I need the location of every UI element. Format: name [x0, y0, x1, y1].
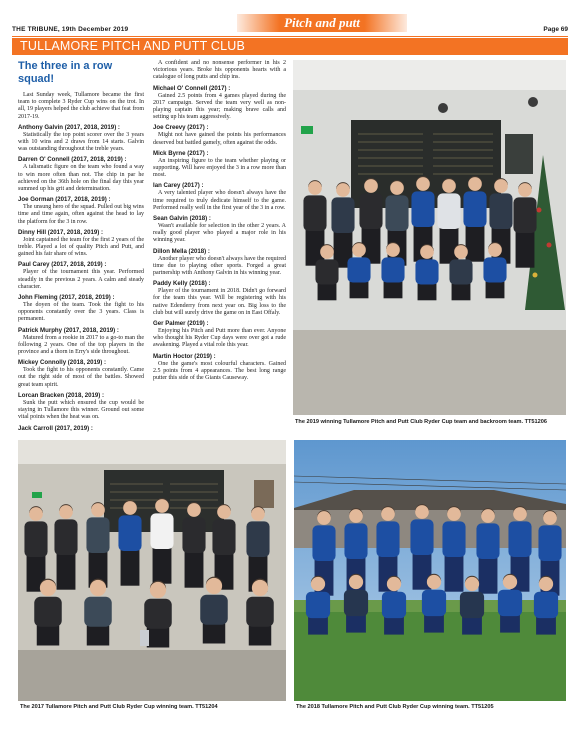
photo-2017-caption: The 2017 Tullamore Pitch and Putt Club Ryder Cup winning team. TT51204 — [20, 704, 218, 710]
player-name: Paul Carey (2017, 2018, 2019) : — [18, 261, 107, 269]
player-entry — [153, 280, 286, 317]
player-name: Paddy Kelly (2018) : — [153, 280, 211, 288]
photo-2018-team — [294, 440, 566, 701]
article-column-2 — [153, 60, 286, 385]
article-column-1 — [18, 60, 144, 436]
player-name: Sean Galvin (2018) : — [153, 215, 211, 223]
player-summary: A confident and no nonsense performer in his 2 victorious years. Broke his opponents hearts with a catalogue of long putts and chip ins. — [153, 60, 286, 81]
player-summary: A talismatic figure on the team who found a way to win more often than not. The chip in par he achieved on the 36th hole on the final day this year summed up his grit and determination. — [18, 164, 144, 193]
player-name: Patrick Murphy (2017, 2018, 2019) : — [18, 326, 119, 334]
player-entry — [18, 359, 144, 389]
player-entry — [153, 60, 286, 82]
player-name: Lorcan Bracken (2018, 2019) : — [18, 391, 105, 399]
player-summary: Might not have gained the points his performances deserved but battled gamely, often against the odds. — [153, 132, 286, 146]
player-name: Michael O' Connell (2017) : — [153, 84, 231, 92]
player-entry — [18, 327, 144, 357]
player-entry — [153, 124, 286, 146]
header-rule — [12, 36, 568, 37]
player-summary: Wasn't available for selection in the other 2 years. A really good player who played a major role in his winning year. — [153, 223, 286, 244]
player-name: Darren O' Connell (2017, 2018, 2019) : — [18, 156, 127, 164]
section-tab: Pitch and putt — [237, 14, 407, 32]
player-name: Joe Gorman (2017, 2018, 2019) : — [18, 196, 111, 204]
player-entry — [18, 392, 144, 422]
photo-2019-caption: The 2019 winning Tullamore Pitch and Putt Club Ryder Cup team and backroom team. TT51206 — [295, 419, 547, 425]
player-name: Martin Hoctor (2019) : — [153, 352, 216, 360]
player-name: Dillon Mella (2018) : — [153, 247, 210, 255]
player-name: John Fleming (2017, 2018, 2019) : — [18, 294, 115, 302]
photo-2018-caption: The 2018 Tullamore Pitch and Putt Club Ryder Cup winning team. TT51205 — [296, 704, 494, 710]
player-summary: The unsung hero of the squad. Pulled out big wins time and time again, often against the head to lay the platform for the 3 in row. — [18, 204, 144, 225]
player-entry — [18, 294, 144, 324]
player-list-2 — [153, 60, 286, 382]
player-summary: An inspiring figure to the team whether playing or supporting. Will have enjoyed the 3 in a row more than most. — [153, 157, 286, 179]
player-summary: Player of the tournament this year. Performed steadily in the previous 2 years. A calm and steady character. — [18, 269, 144, 290]
player-entry — [153, 85, 286, 122]
photo-2019-team — [293, 60, 566, 415]
player-entry — [153, 215, 286, 245]
player-summary: Enjoying his Pitch and Putt more than ever. Anyone who thought his Ryder Cup days were over got a rude awakening. Played a vital role this year. — [153, 328, 286, 349]
article-headline: The three in a row squad! — [18, 60, 113, 85]
player-entry — [18, 156, 144, 193]
player-entry — [153, 182, 286, 212]
player-summary: A very talented player who doesn't always have the time required to truly dedicate himself to the game. Performed really well in the first year of the 3 in a row. — [153, 190, 286, 211]
player-summary: The doyen of the team. Took the fight to his opponents constantly over the 3 years. Class is permanent. — [18, 302, 144, 323]
player-summary: Matured from a rookie in 2017 to a go-to man the following 2 years. One of the top players in the province and a thorn in Erry's side throughout. — [18, 334, 144, 356]
player-entry — [18, 229, 144, 259]
club-banner: TULLAMORE PITCH AND PUTT CLUB — [12, 38, 568, 55]
player-name: Joe Creevy (2017) : — [153, 124, 209, 132]
player-name: Ger Palmer (2019) : — [153, 320, 209, 328]
player-summary: One the game's most colourful characters. Gained 2.5 points from 4 appearances. The best long range putter this side of the Giants Causeway. — [153, 360, 286, 382]
player-entry — [153, 353, 286, 383]
page-number: Page 69 — [543, 26, 568, 33]
player-summary: Player of the tournament in 2018. Didn't go forward for the team this year. Will be registering with his native Edenderry from next year on. Big loss to the club but will surely drive the game on in East Offaly. — [153, 288, 286, 316]
player-summary: Sunk the putt which ensured the cup would be staying in Tullamore this winner. Ground out some vital points when the heat was on. — [18, 399, 144, 421]
player-list-1 — [18, 124, 144, 433]
photo-2017-team — [18, 440, 286, 701]
player-entry — [153, 150, 286, 180]
publication-line: THE TRIBUNE, 19th December 2019 — [12, 26, 129, 33]
player-summary: Another player who doesn't always have the required time due to playing other sports. Forged a great partnership with Anthony Galvin in his winning year. — [153, 255, 286, 277]
player-name: Ian Carey (2017) : — [153, 182, 204, 190]
player-name: Jack Carroll (2017, 2019) : — [18, 424, 93, 432]
player-name: Anthony Galvin (2017, 2018, 2019) : — [18, 123, 120, 131]
player-entry — [153, 320, 286, 350]
player-entry — [18, 196, 144, 226]
article-intro: Last Sunday week, Tullamore became the first team to complete 3 Ryder Cup wins on the trot. In all, 19 players helped the club achieve that feat from 2017-19. — [18, 92, 144, 120]
player-name: Dinny Hill (2017, 2018, 2019) : — [18, 228, 104, 236]
player-summary: Took the fight to his opponents constantly. Came out the right side of most of the battles. Showed great team spirit. — [18, 367, 144, 388]
player-entry — [153, 248, 286, 278]
masthead — [12, 14, 568, 38]
player-summary: Joint captained the team for the first 2 years of the treble. Played a lot of quality Pitch and Putt, and gained his fair share of wins. — [18, 236, 144, 258]
player-entry — [18, 124, 144, 154]
player-name: Mick Byrne (2017) : — [153, 149, 209, 157]
player-summary: Gained 2.5 points from 4 games played during the 2017 campaign. Served the team very well as non- playing captain this year; making brave calls and setting up his team aggressively. — [153, 92, 286, 121]
player-name: Mickey Connolly (2018, 2019) : — [18, 359, 107, 367]
player-entry — [18, 425, 144, 433]
player-entry — [18, 261, 144, 291]
player-summary: Statistically the top point scorer over the 3 years with 10 wins and 2 draws from 14 starts. Galvin was outstanding throughout the treble years. — [18, 131, 144, 153]
